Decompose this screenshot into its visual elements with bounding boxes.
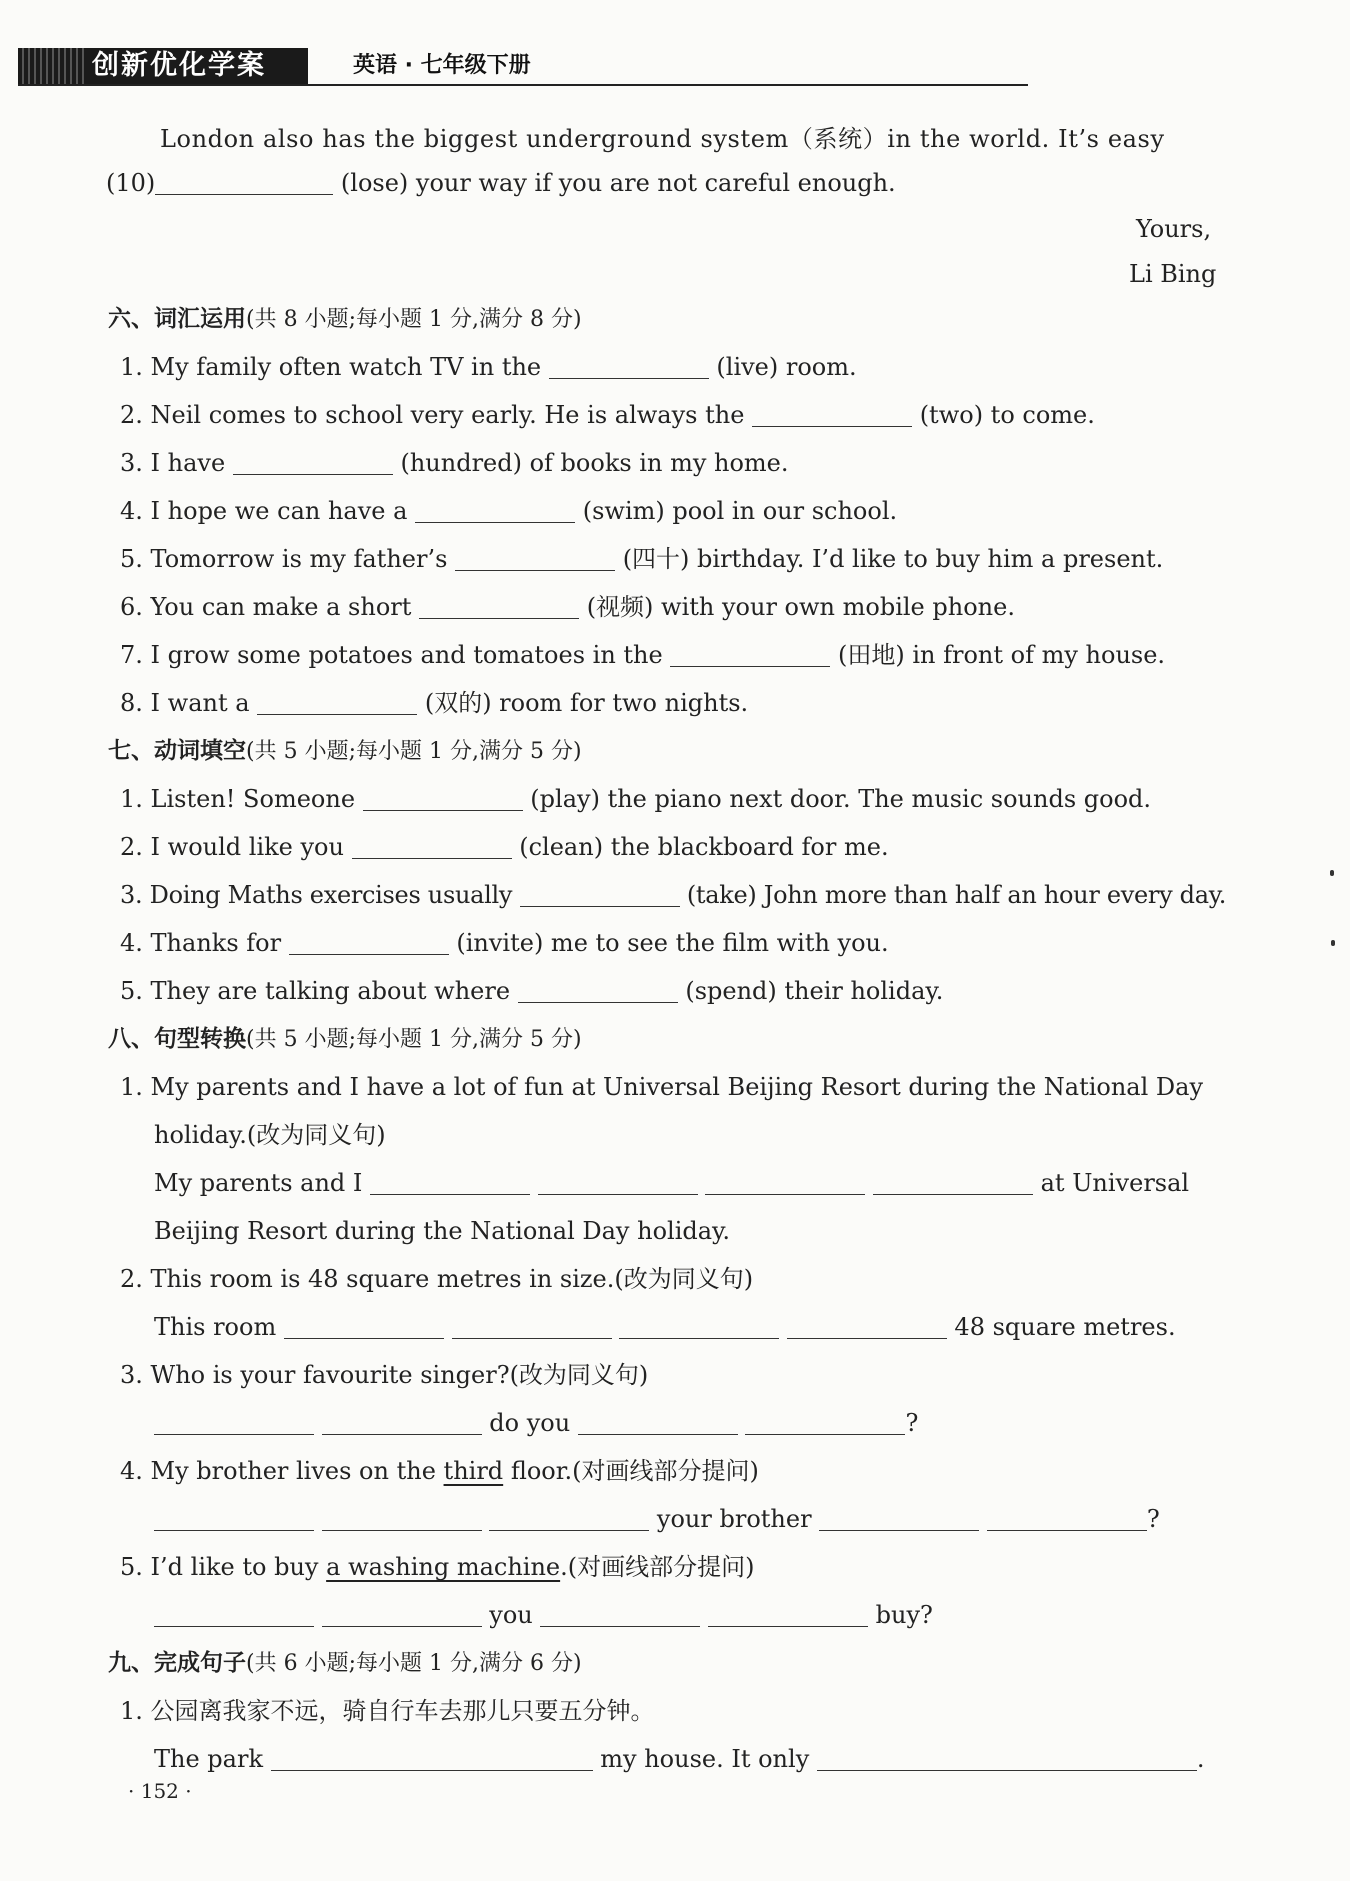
answer-blank[interactable] <box>419 617 579 619</box>
item-text: I would like you <box>150 833 344 861</box>
item-text: (invite) me to see the film with you. <box>456 929 889 957</box>
section-note: (共 5 小题;每小题 1 分,满分 5 分) <box>246 1027 582 1052</box>
answer-blank[interactable] <box>154 1433 314 1435</box>
item-text: Tomorrow is my father’s <box>150 545 448 573</box>
item-text: This room <box>154 1313 277 1341</box>
answer-blank[interactable] <box>489 1529 649 1531</box>
answer-blank[interactable] <box>752 425 912 427</box>
section-title: 七、动词填空 <box>108 738 246 764</box>
answer-blank[interactable] <box>873 1193 1033 1195</box>
page-header <box>18 48 1028 88</box>
item-text: my house. It only <box>600 1745 810 1773</box>
answer-blank[interactable] <box>705 1193 865 1195</box>
section-6-item <box>120 592 1015 622</box>
answer-blank[interactable] <box>578 1433 738 1435</box>
item-text: (lose) your way if you are not careful enough. <box>340 169 896 197</box>
item-text: do you <box>489 1409 571 1437</box>
answer-blank[interactable] <box>289 953 449 955</box>
item-text: 48 square metres. <box>954 1313 1176 1341</box>
item-number: 7. <box>120 641 143 669</box>
letter-line: London also has the biggest underground system（系统）in the world. It’s easy <box>160 125 1165 153</box>
item-text: ? <box>905 1409 919 1437</box>
section-8-q5 <box>120 1552 754 1582</box>
item-text: buy? <box>875 1601 933 1629</box>
answer-blank[interactable] <box>154 1625 314 1627</box>
brand-text: 创新优化学案 <box>92 50 266 81</box>
item-text: Doing Maths exercises usually <box>149 881 513 909</box>
brand-stripes <box>18 48 88 84</box>
section-note: (共 6 小题;每小题 1 分,满分 6 分) <box>246 1651 582 1676</box>
item-text: at Universal <box>1040 1169 1190 1197</box>
section-6-item <box>120 688 748 718</box>
answer-blank[interactable] <box>670 665 830 667</box>
item-number: 3. <box>120 881 143 909</box>
answer-blank[interactable] <box>518 1001 678 1003</box>
section-8-heading <box>108 1024 582 1055</box>
item-text: (双的) room for two nights. <box>424 689 749 717</box>
section-8-q4 <box>120 1456 759 1486</box>
section-title: 九、完成句子 <box>108 1650 246 1676</box>
section-7-heading <box>108 736 582 767</box>
answer-blank[interactable] <box>817 1769 1197 1771</box>
item-text: My parents and I <box>154 1169 363 1197</box>
section-7-item <box>120 880 1226 910</box>
item-text: (田地) in front of my house. <box>837 641 1166 669</box>
item-number: 3. <box>120 1361 143 1389</box>
answer-blank[interactable] <box>538 1193 698 1195</box>
answer-blank[interactable] <box>284 1337 444 1339</box>
section-8-q1 <box>120 1072 1203 1102</box>
item-text: This room is 48 square metres in size.(改为同义句) <box>150 1265 754 1293</box>
item-number: 1. <box>120 785 143 813</box>
item-text: (two) to come. <box>919 401 1095 429</box>
item-text: (clean) the blackboard for me. <box>519 833 889 861</box>
answer-blank[interactable] <box>363 809 523 811</box>
answer-blank[interactable] <box>352 857 512 859</box>
subject-title: 英语 · 七年级下册 <box>353 53 531 78</box>
section-7-item <box>120 832 889 862</box>
answer-blank[interactable] <box>415 521 575 523</box>
section-8-q3-answer <box>154 1408 918 1438</box>
item-text: (spend) their holiday. <box>685 977 944 1005</box>
answer-blank[interactable] <box>745 1433 905 1435</box>
item-number: 1. <box>120 1697 143 1725</box>
item-text: I grow some potatoes and tomatoes in the <box>150 641 663 669</box>
item-number: 5. <box>120 977 143 1005</box>
answer-blank[interactable] <box>520 905 680 907</box>
answer-blank[interactable] <box>987 1529 1147 1531</box>
item-number: 1. <box>120 353 143 381</box>
item-number: 2. <box>120 833 143 861</box>
section-8-q1-answer <box>154 1168 1189 1198</box>
item-text: Listen! Someone <box>150 785 356 813</box>
section-6-item <box>120 640 1165 670</box>
item-text: (live) room. <box>716 353 857 381</box>
section-8-q2-answer <box>154 1312 1176 1342</box>
section-8-q5-answer <box>154 1600 933 1630</box>
letter-closing: Yours, <box>1136 215 1212 243</box>
answer-blank[interactable] <box>233 473 393 475</box>
item-text: Who is your favourite singer?(改为同义句) <box>150 1361 649 1389</box>
item-text: . <box>1196 1745 1205 1773</box>
section-8-q2 <box>120 1264 753 1294</box>
item-text: My family often watch TV in the <box>150 353 542 381</box>
answer-blank[interactable] <box>455 569 615 571</box>
section-title: 六、词汇运用 <box>108 306 246 332</box>
item-text: My brother lives on the <box>150 1457 436 1485</box>
answer-blank[interactable] <box>155 193 333 195</box>
answer-blank[interactable] <box>819 1529 979 1531</box>
underlined-phrase: a washing machine <box>326 1553 561 1581</box>
letter-signature: Li Bing <box>1129 260 1217 288</box>
underlined-word: third <box>443 1457 504 1485</box>
item-number: 2. <box>120 1265 143 1293</box>
section-8-q1-cont: holiday.(改为同义句) <box>154 1121 386 1149</box>
answer-blank[interactable] <box>322 1433 482 1435</box>
item-number: 4. <box>120 1457 143 1485</box>
item-text: .(对画线部分提问) <box>560 1553 755 1581</box>
item-text: I want a <box>150 689 250 717</box>
margin-mark <box>1331 940 1335 946</box>
item-text: (hundred) of books in my home. <box>400 449 789 477</box>
section-6-item <box>120 496 897 526</box>
item-text: you <box>489 1601 533 1629</box>
section-9-heading <box>108 1648 582 1679</box>
answer-blank[interactable] <box>549 377 709 379</box>
item-number: 8. <box>120 689 143 717</box>
section-9-q1 <box>120 1696 655 1726</box>
section-8-q4-answer <box>154 1504 1160 1534</box>
answer-blank[interactable] <box>257 713 417 715</box>
item-number: 4. <box>120 929 143 957</box>
answer-blank[interactable] <box>708 1625 868 1627</box>
item-text: (take) John more than half an hour every day. <box>686 881 1227 909</box>
section-7-item <box>120 928 889 958</box>
item-number: 2. <box>120 401 143 429</box>
item-text: Thanks for <box>150 929 282 957</box>
answer-blank[interactable] <box>619 1337 779 1339</box>
item-text: 公园离我家不远，骑自行车去那儿只要五分钟。 <box>150 1697 655 1725</box>
answer-blank[interactable] <box>787 1337 947 1339</box>
item-text: (视频) with your own mobile phone. <box>586 593 1015 621</box>
item-text: (四十) birthday. I’d like to buy him a present. <box>622 545 1164 573</box>
section-6-item <box>120 544 1163 574</box>
item-number: 5. <box>120 1553 143 1581</box>
section-8-q3 <box>120 1360 648 1390</box>
item-number: 6. <box>120 593 143 621</box>
answer-blank[interactable] <box>540 1625 700 1627</box>
section-7-item <box>120 976 943 1006</box>
answer-blank[interactable] <box>154 1529 314 1531</box>
item-number: 3. <box>120 449 143 477</box>
section-6-item <box>120 400 1095 430</box>
item-text: (swim) pool in our school. <box>582 497 898 525</box>
answer-blank[interactable] <box>370 1193 530 1195</box>
answer-blank[interactable] <box>322 1529 482 1531</box>
item-text: I’d like to buy <box>150 1553 319 1581</box>
item-text: The park <box>154 1745 263 1773</box>
item-text: They are talking about where <box>150 977 511 1005</box>
item-text: your brother <box>656 1505 812 1533</box>
item-text: ? <box>1146 1505 1160 1533</box>
section-6-item <box>120 448 789 478</box>
section-7-item <box>120 784 1151 814</box>
item-number: 5. <box>120 545 143 573</box>
item-number: (10) <box>106 169 156 197</box>
answer-blank[interactable] <box>322 1625 482 1627</box>
section-title: 八、句型转换 <box>108 1026 246 1052</box>
header-rule <box>18 84 1028 86</box>
item-text: Neil comes to school very early. He is always the <box>150 401 745 429</box>
item-text: You can make a short <box>150 593 412 621</box>
item-text: I hope we can have a <box>150 497 408 525</box>
page-number-value: 152 <box>140 1779 179 1803</box>
item-text: floor.(对画线部分提问) <box>510 1457 759 1485</box>
item-text: My parents and I have a lot of fun at Universal Beijing Resort during the National Day <box>150 1073 1204 1101</box>
section-6-heading <box>108 304 582 335</box>
section-note: (共 5 小题;每小题 1 分,满分 5 分) <box>246 739 582 764</box>
answer-blank[interactable] <box>452 1337 612 1339</box>
section-8-q1-answer-cont: Beijing Resort during the National Day holiday. <box>154 1217 731 1245</box>
item-text: I have <box>150 449 226 477</box>
brand-logo <box>18 48 308 84</box>
section-9-q1-answer <box>154 1744 1205 1774</box>
item-number: 1. <box>120 1073 143 1101</box>
section-6-item <box>120 352 857 382</box>
section-note: (共 8 小题;每小题 1 分,满分 8 分) <box>246 307 582 332</box>
letter-item-10 <box>106 168 896 198</box>
margin-mark <box>1330 870 1334 876</box>
answer-blank[interactable] <box>271 1769 593 1771</box>
item-number: 4. <box>120 497 143 525</box>
item-text: (play) the piano next door. The music sounds good. <box>530 785 1152 813</box>
page-number: · 152 · <box>128 1779 192 1803</box>
